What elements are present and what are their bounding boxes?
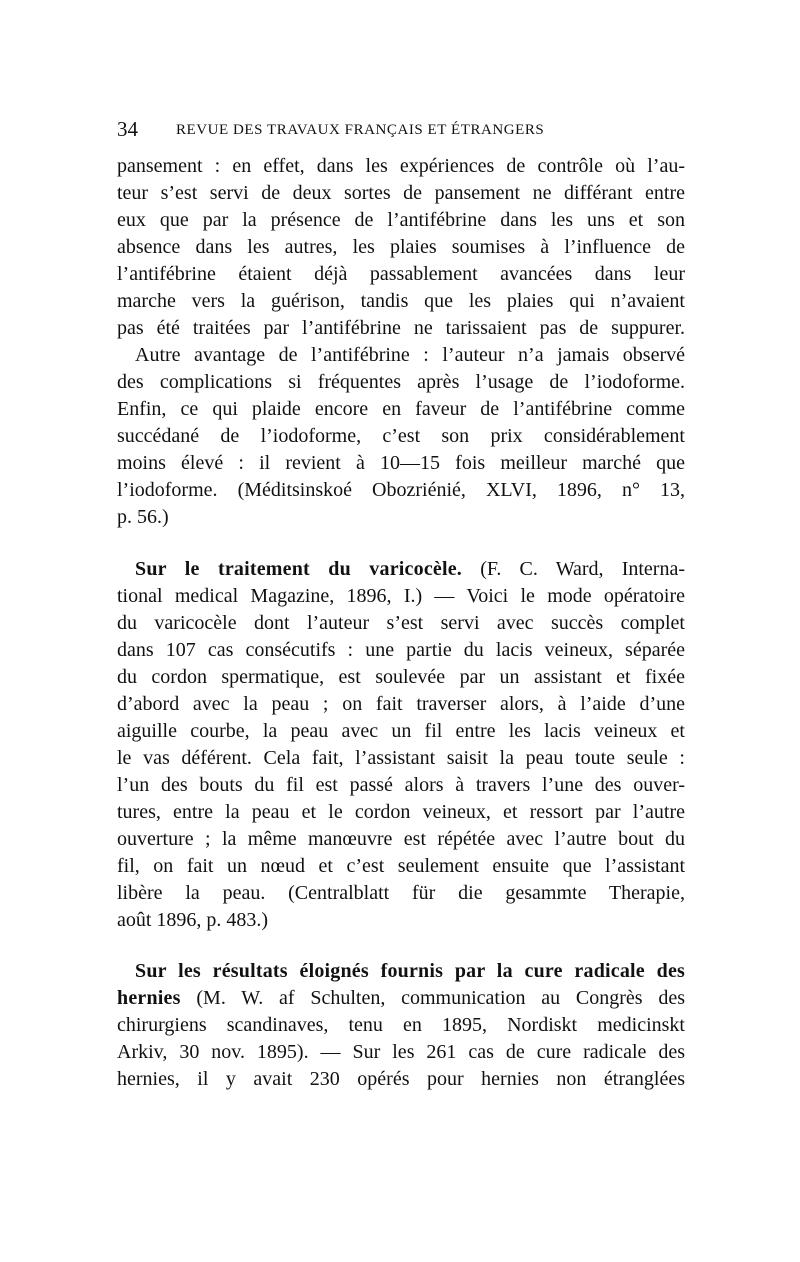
text-line: des complications si fréquentes après l’usage de l’iodoforme.: [117, 371, 685, 393]
text-line: aiguille courbe, la peau avec un fil entre les lacis veineux et: [117, 720, 685, 742]
text-line: d’abord avec la peau ; on fait traverser alors, à l’aide d’une: [117, 693, 685, 715]
text-line: pas été traitées par l’antifébrine ne tarissaient pas de suppurer.: [117, 317, 685, 339]
text-line: le vas déférent. Cela fait, l’assistant saisit la peau toute seule :: [117, 747, 685, 769]
text-line: moins élevé : il revient à 10—15 fois meilleur marché que: [117, 452, 685, 474]
text-line: hernies, il y avait 230 opérés pour hernies non étranglées: [117, 1068, 685, 1090]
text-line: tures, entre la peau et le cordon veineux, et ressort par l’autre: [117, 801, 685, 823]
page-number: 34: [117, 117, 138, 141]
text-line: l’antifébrine étaient déjà passablement avancées dans leur: [117, 263, 685, 285]
running-title: REVUE DES TRAVAUX FRANÇAIS ET ÉTRANGERS: [176, 122, 545, 138]
article-heading-line: Sur le traitement du varicocèle. (F. C. Ward, Interna-: [135, 558, 685, 580]
text-line: pansement : en effet, dans les expériences de contrôle où l’au-: [117, 155, 685, 177]
text-line: libère la peau. (Centralblatt für die gesammte Therapie,: [117, 882, 685, 904]
text-line: du cordon spermatique, est soulevée par un assistant et fixée: [117, 666, 685, 688]
text-line: l’un des bouts du fil est passé alors à travers l’une des ouver-: [117, 774, 685, 796]
text-line: chirurgiens scandinaves, tenu en 1895, Nordiskt medicinskt: [117, 1014, 685, 1036]
text-line: marche vers la guérison, tandis que les plaies qui n’avaient: [117, 290, 685, 312]
text-line: du varicocèle dont l’auteur s’est servi avec succès complet: [117, 612, 685, 634]
text-line: hernies (M. W. af Schulten, communication au Congrès des: [117, 987, 685, 1009]
page-header: [117, 117, 685, 141]
article-heading-line: [135, 958, 685, 985]
article-title-end: hernies: [117, 987, 181, 1009]
text-line: absence dans les autres, les plaies soumises à l’influence de: [117, 236, 685, 258]
text-line: succédané de l’iodoforme, c’est son prix considérablement: [117, 425, 685, 447]
text-line: teur s’est servi de deux sortes de pansement ne différant entre: [117, 182, 685, 204]
article-title: Sur le traitement du varicocèle.: [135, 558, 463, 580]
text-line: eux que par la présence de l’antifébrine dans les uns et son: [117, 209, 685, 231]
text-line: Autre avantage de l’antifébrine : l’auteur n’a jamais observé: [135, 344, 685, 366]
text-line: p. 56.): [117, 506, 169, 528]
text-line: fil, on fait un nœud et c’est seulement ensuite que l’assistant: [117, 855, 685, 877]
text-line: l’iodoforme. (Méditsinskoé Obozriénié, XLVI, 1896, n° 13,: [117, 479, 685, 501]
text-line: Arkiv, 30 nov. 1895). — Sur les 261 cas de cure radicale des: [117, 1041, 685, 1063]
text-line: Enfin, ce qui plaide encore en faveur de l’antifébrine comme: [117, 398, 685, 420]
text-line: août 1896, p. 483.): [117, 909, 269, 931]
text-line: dans 107 cas consécutifs : une partie du lacis veineux, séparée: [117, 639, 685, 661]
text-line: tional medical Magazine, 1896, I.) — Voici le mode opératoire: [117, 585, 685, 607]
text-line: ouverture ; la même manœuvre est répétée avec l’autre bout du: [117, 828, 685, 850]
article-title: Sur les résultats éloignés fournis par la cure radicale des: [135, 960, 685, 982]
